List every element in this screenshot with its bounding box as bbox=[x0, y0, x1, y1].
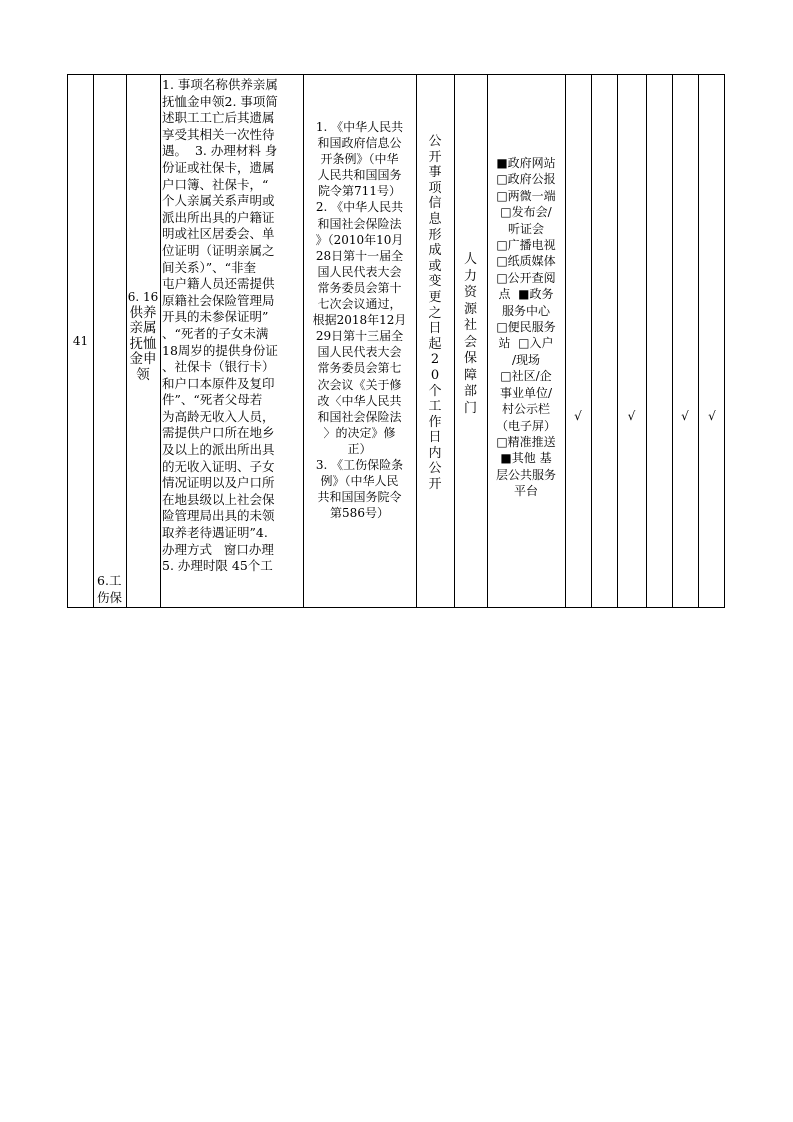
channel-line: ■其他 基 bbox=[500, 451, 552, 466]
content-line: 为高龄无收入人员， bbox=[162, 408, 275, 424]
content-line: 在地县级以上社会保 bbox=[162, 491, 275, 507]
seq-number: 41 bbox=[72, 334, 89, 348]
content-line: 派出所出具的户籍证 bbox=[162, 209, 275, 225]
department-char: 障 bbox=[463, 367, 477, 383]
content-line: 5. 办理时限 45个工 bbox=[162, 558, 273, 574]
basis-line: 开条例》（中华 bbox=[320, 152, 399, 167]
basis-line: 》（2010年10月 bbox=[315, 232, 404, 247]
category-text: 伤保 bbox=[97, 590, 123, 605]
channel-line: 听证会 bbox=[507, 221, 544, 236]
time-limit-char: 或 bbox=[428, 258, 442, 274]
time-limit-char: 形 bbox=[428, 227, 442, 243]
content-line: 明或社区居委会、单 bbox=[162, 226, 275, 242]
department-char: 资 bbox=[463, 285, 477, 300]
basis-line: 3. 《工伤保险条 bbox=[315, 457, 404, 472]
content-text bbox=[162, 77, 278, 575]
time-limit-char: 开 bbox=[428, 149, 442, 165]
category-text: 6. bbox=[97, 573, 109, 588]
channel-line: □政府公报 bbox=[496, 172, 556, 187]
time-limit-char: 作 bbox=[428, 414, 442, 430]
check-cell-2 bbox=[591, 75, 617, 607]
basis-line: 国人民代表大会 bbox=[317, 345, 402, 360]
time-limit-char: 信 bbox=[428, 196, 442, 212]
channel-line: 平台 bbox=[513, 484, 538, 499]
item-name-char: 抚 bbox=[129, 335, 143, 352]
basis-line: 例》（中华人民 bbox=[320, 474, 399, 489]
time-limit-char: 变 bbox=[428, 274, 442, 290]
channel-line: 层公共服务 bbox=[495, 467, 556, 482]
item-name-char: 养 bbox=[143, 304, 157, 321]
time-limit-char: 日 bbox=[428, 430, 442, 446]
content-line: 18周岁的提供身份证 bbox=[162, 342, 278, 358]
channel-line: 站 □入户 bbox=[498, 336, 554, 351]
channel-line: □便民服务 bbox=[496, 320, 556, 335]
check-cell-6 bbox=[698, 75, 726, 607]
basis-line: 28日第十一届全 bbox=[315, 248, 404, 263]
item-name bbox=[126, 306, 160, 384]
time-limit-char: 日 bbox=[428, 321, 442, 337]
content-line: 遇。 3. 办理材料 身 bbox=[162, 143, 278, 159]
channel-line: （电子屏） bbox=[495, 418, 556, 433]
channels-text bbox=[487, 155, 565, 500]
channel-line: 点 ■政务 bbox=[498, 287, 554, 302]
time-limit-char: 工 bbox=[428, 399, 442, 415]
basis-line: 和国政府信息公 bbox=[317, 136, 402, 151]
basis-line: 改〈中华人民共 bbox=[317, 393, 402, 408]
content-line: 享受其相关一次性待 bbox=[162, 126, 275, 142]
content-line: 述职工工亡后其遗属 bbox=[162, 110, 275, 126]
content-line: 和户口本原件及复印 bbox=[162, 375, 275, 391]
content-cell bbox=[160, 75, 303, 607]
time-limit-char: 成 bbox=[428, 243, 442, 259]
content-line: 办理方式 窗口办理 bbox=[162, 541, 274, 557]
item-name-char: 金 bbox=[129, 351, 143, 368]
channel-line: ■政府网站 bbox=[496, 156, 556, 170]
check-cell-4 bbox=[646, 75, 672, 607]
basis-line: 和国社会保险法 bbox=[317, 216, 402, 231]
time-limit-text bbox=[416, 134, 454, 493]
check-cell-3 bbox=[617, 75, 646, 607]
basis-line: 1. 《中华人民共 bbox=[315, 120, 404, 134]
basis-line: 常务委员会第十 bbox=[317, 280, 402, 295]
content-line: 屯户籍人员还需提供 bbox=[162, 276, 275, 292]
time-limit-char: 事 bbox=[428, 165, 442, 181]
time-limit-char: 公 bbox=[428, 134, 442, 149]
time-limit-char: 0 bbox=[430, 367, 440, 383]
content-line: 、社保卡（银行卡） bbox=[162, 359, 275, 375]
basis-line: 人民共和国国务 bbox=[317, 168, 402, 183]
department-text bbox=[454, 252, 487, 417]
department-char: 部 bbox=[463, 384, 477, 399]
item-name-char: 领 bbox=[136, 366, 150, 383]
check-mark: √ bbox=[681, 409, 689, 423]
content-line: 的无收入证明、子女 bbox=[162, 458, 275, 474]
content-line: 1. 事项名称供养亲属 bbox=[162, 77, 278, 92]
channel-line: □两微一端 bbox=[496, 188, 556, 203]
basis-text bbox=[303, 119, 416, 521]
item-name-char: 亲 bbox=[129, 320, 143, 337]
category-text: 工 bbox=[108, 573, 122, 588]
check-mark: √ bbox=[574, 409, 582, 423]
content-line: 个人亲属关系声明或 bbox=[162, 193, 275, 209]
content-line: 、“死者的子女未满 bbox=[162, 325, 269, 341]
basis-cell bbox=[303, 75, 416, 607]
department-char: 门 bbox=[463, 400, 477, 416]
disclosure-table bbox=[67, 74, 725, 608]
content-line: 位证明（证明亲属之 bbox=[162, 242, 275, 258]
content-line: 件”、“死者父母若 bbox=[162, 392, 263, 408]
time-limit-char: 息 bbox=[428, 211, 442, 227]
department-cell bbox=[454, 75, 487, 607]
basis-line: 〉的决定》修 bbox=[323, 425, 396, 440]
time-limit-char: 之 bbox=[428, 305, 442, 321]
item-name-char: 属 bbox=[143, 320, 157, 337]
basis-line: 国人民代表大会 bbox=[317, 264, 402, 279]
item-code: 6. 16 bbox=[127, 290, 159, 304]
basis-line: 第586号） bbox=[330, 506, 389, 521]
time-limit-char: 更 bbox=[428, 289, 442, 305]
content-line: 间关系）”、“非奎 bbox=[162, 259, 257, 275]
content-line: 取养老待遇证明”4. bbox=[162, 525, 268, 541]
department-char: 会 bbox=[463, 334, 477, 350]
content-line: 份证或社保卡，遗属 bbox=[162, 159, 275, 175]
department-char: 力 bbox=[463, 268, 477, 284]
content-line: 及以上的派出所出具 bbox=[162, 442, 275, 458]
basis-line: 根据2018年12月 bbox=[312, 313, 407, 328]
channel-line: /现场 bbox=[511, 352, 541, 367]
channel-line: □广播电视 bbox=[496, 238, 556, 253]
department-char: 社 bbox=[463, 318, 477, 333]
item-name-cell bbox=[126, 75, 160, 607]
content-line: 开具的未参保证明” bbox=[162, 309, 269, 325]
time-limit-cell bbox=[416, 75, 454, 607]
basis-line: 七次会议通过， bbox=[317, 297, 402, 312]
content-line: 抚恤金申领2. 事项简 bbox=[162, 93, 278, 109]
time-limit-char: 公 bbox=[428, 461, 442, 477]
channel-line: 村公示栏 bbox=[501, 402, 550, 417]
channel-line: □公开查阅 bbox=[496, 270, 556, 285]
content-line: 险管理局出具的未领 bbox=[162, 508, 275, 524]
department-char: 源 bbox=[463, 301, 477, 317]
channel-line: □纸质媒体 bbox=[496, 254, 556, 269]
basis-line: 正） bbox=[347, 441, 372, 456]
department-char: 人 bbox=[463, 252, 477, 267]
basis-line: 29日第十三届全 bbox=[315, 329, 404, 344]
time-limit-char: 2 bbox=[430, 352, 440, 368]
time-limit-char: 开 bbox=[428, 477, 442, 493]
channel-line: □精准推送 bbox=[496, 434, 556, 449]
item-name-char: 供 bbox=[129, 304, 143, 321]
check-mark: √ bbox=[627, 409, 636, 423]
content-line: 原籍社会保险管理局 bbox=[162, 292, 275, 308]
channel-line: 服务中心 bbox=[501, 303, 550, 318]
check-mark: √ bbox=[708, 409, 716, 423]
time-limit-char: 项 bbox=[428, 180, 442, 196]
basis-line: 共和国国务院令 bbox=[317, 490, 402, 505]
content-line: 情况证明以及户口所 bbox=[162, 475, 275, 491]
seq-cell bbox=[68, 75, 93, 607]
channels-cell bbox=[487, 75, 565, 607]
time-limit-char: 个 bbox=[428, 383, 442, 399]
basis-line: 和国社会保险法 bbox=[317, 409, 402, 424]
check-cell-1 bbox=[565, 75, 591, 607]
check-cell-5 bbox=[672, 75, 698, 607]
basis-line: 院令第711号） bbox=[318, 184, 401, 199]
content-line: 户口簿、社保卡，“ bbox=[162, 176, 269, 192]
item-name-char: 恤 bbox=[143, 335, 157, 352]
item-name-char: 申 bbox=[143, 351, 157, 368]
time-limit-char: 内 bbox=[428, 445, 442, 461]
channel-line: □社区/企 bbox=[500, 369, 552, 384]
basis-line: 次会议《关于修 bbox=[317, 377, 402, 392]
channel-line: □发布会/ bbox=[500, 205, 552, 220]
time-limit-char: 起 bbox=[428, 336, 442, 352]
basis-line: 2. 《中华人民共 bbox=[315, 200, 404, 215]
category-cell bbox=[93, 75, 126, 607]
content-line: 需提供户口所在地乡 bbox=[162, 425, 275, 441]
department-char: 保 bbox=[463, 351, 477, 366]
channel-line: 事业单位/ bbox=[499, 385, 553, 400]
basis-line: 常务委员会第七 bbox=[317, 361, 402, 376]
